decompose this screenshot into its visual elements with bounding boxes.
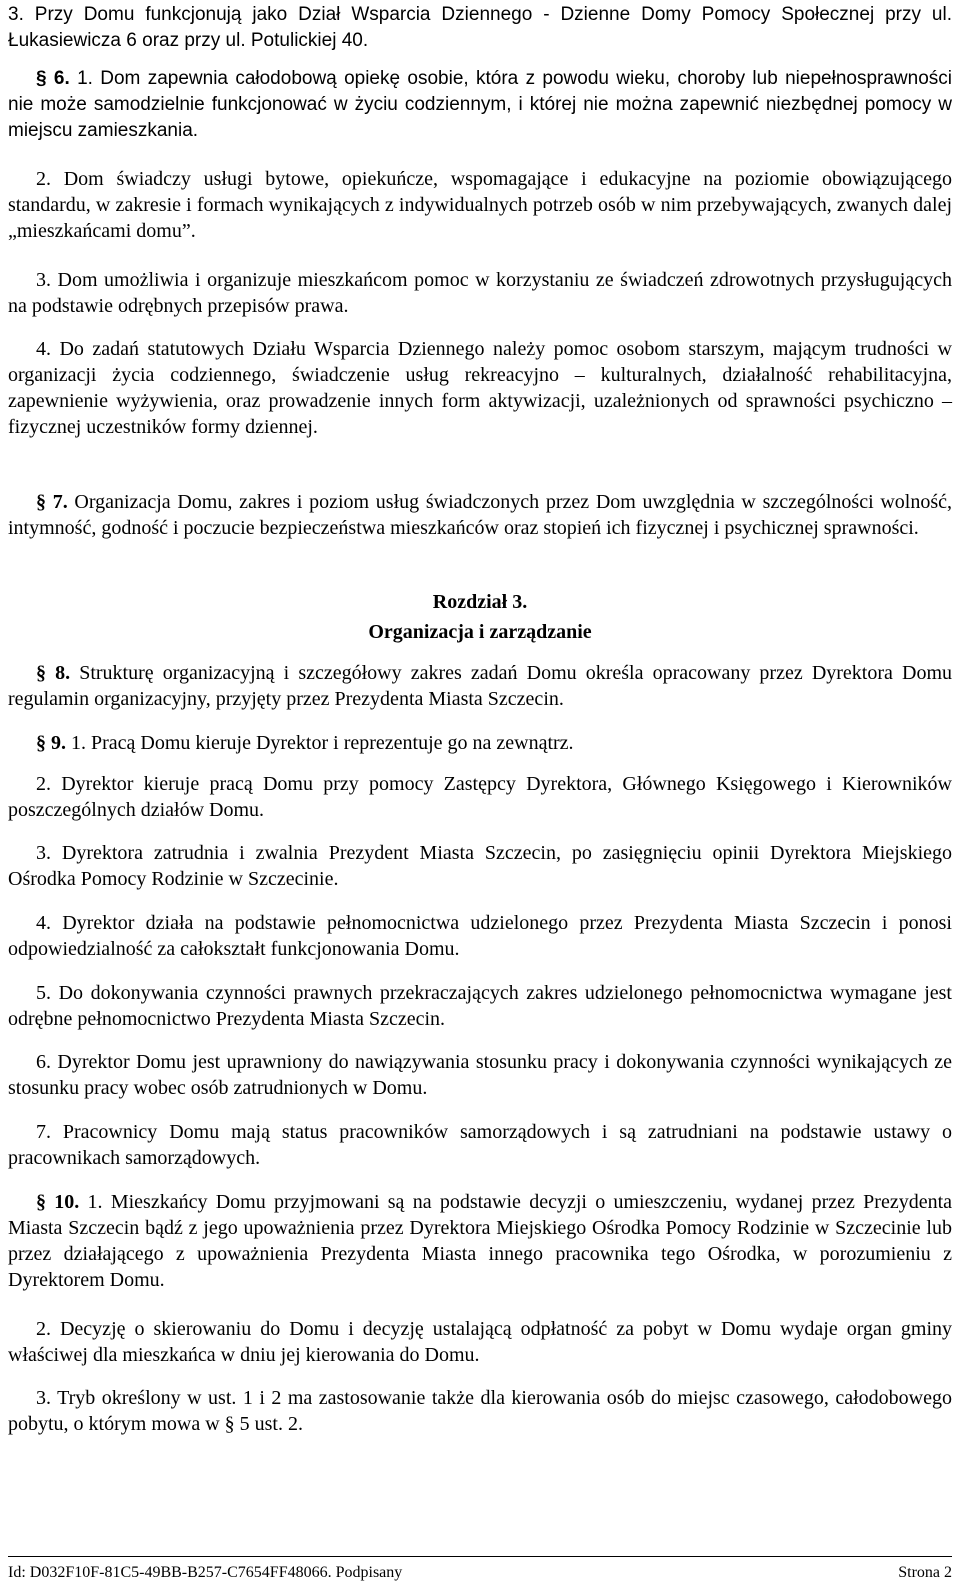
section-10-number: § 10. (36, 1191, 80, 1213)
paragraph-6-2: 2. Dom świadczy usługi bytowe, opiekuńcze, wspomagające i edukacyjne na poziomie obowiązującego standardu, w zakresie i formach wynikających z indywidualnych potrzeb osób w nim przebywających, zwanych dalej „mieszkańcami domu”. (8, 168, 952, 242)
section-9-number: § 9. (36, 732, 66, 754)
paragraph-7 (0, 489, 960, 541)
paragraph-9-3: 3. Dyrektora zatrudnia i zwalnia Prezydent Miasta Szczecin, po zasięgnięciu opinii Dyrektora Miejskiego Ośrodka Pomocy Rodzinie w Szczecinie. (8, 842, 952, 890)
paragraph-6-1 (0, 66, 960, 144)
section-7-number: § 7. (36, 491, 68, 513)
paragraph-9-2: 2. Dyrektor kieruje pracą Domu przy pomocy Zastępcy Dyrektora, Głównego Księgowego i Kierowników poszczególnych działów Domu. (8, 773, 952, 821)
paragraph-9-6: 6. Dyrektor Domu jest uprawniony do nawiązywania stosunku pracy i dokonywania czynności wynikających ze stosunku pracy wobec osób zatrudnionych w Domu. (8, 1051, 952, 1099)
chapter-subtitle: Organizacja i zarządzanie (368, 621, 592, 643)
section-8-text: Strukturę organizacyjną i szczegółowy zakres zadań Domu określa opracowany przez Dyrektora Domu regulamin organizacyjny, przyjęty przez Prezydenta Miasta Szczecin. (8, 662, 953, 710)
paragraph-9-7: 7. Pracownicy Domu mają status pracowników samorządowych i są zatrudniani na podstawie ustawy o pracownikach samorządowych. (8, 1121, 952, 1169)
paragraph-6-3: 3. Dom umożliwia i organizuje mieszkańcom pomoc w korzystaniu ze świadczeń zdrowotnych przysługujących na podstawie odrębnych przepisów prawa. (8, 269, 952, 317)
paragraph-9-5: 5. Do dokonywania czynności prawnych przekraczających zakres udzielonego pełnomocnictwa wymagane jest odrębne pełnomocnictwo Prezydenta Miasta Szczecin. (8, 982, 952, 1030)
paragraph-10-3: 3. Tryb określony w ust. 1 i 2 ma zastosowanie także dla kierowania osób do miejsc czasowego, całodobowego pobytu, o którym mowa w § 5 ust. 2. (8, 1387, 952, 1435)
chapter-title: Rozdział 3. (432, 591, 528, 613)
section-6-1-text: 1. Dom zapewnia całodobową opiekę osobie, która z powodu wieku, choroby lub niepełnosprawności nie może samodzielnie funkcjonować w życiu codziennym, i której nie można zapewnić niezbędnej pomocy w miejscu zamieszkania. (8, 68, 952, 141)
paragraph-10-2: 2. Decyzję o skierowaniu do Domu i decyzję ustalającą odpłatność za pobyt w Domu wydaje organ gminy właściwej dla mieszkańca w dniu jej kierowania do Domu. (8, 1318, 952, 1366)
section-6-number: § 6. (36, 68, 70, 89)
section-10-1-text: 1. Mieszkańcy Domu przyjmowani są na podstawie decyzji o umieszczeniu, wydanej przez Prezydenta Miasta Szczecin bądź z jego upoważnienia przez Dyrektora Miejskiego Ośrodka Pomocy Rodzinie w Szczecinie lub przez działającego z upoważnienia Prezydenta Miasta innego pracownika tego Ośrodka, w porozumieniu z Dyrektorem Domu. (8, 1191, 953, 1291)
paragraph-6-4: 4. Do zadań statutowych Działu Wsparcia Dziennego należy pomoc osobom starszym, mającym trudności w organizacji życia codziennego, świadczenie usług rekreacyjno – kulturalnych, działalność rehabilitacyjna, zapewnienie wyżywienia, oraz prowadzenie innych form aktywizacji, uzależnionych od sprawności psychiczno – fizycznej uczestników formy dziennej. (8, 338, 952, 438)
paragraph-9-1 (0, 730, 960, 756)
footer-document-id: Id: D032F10F-81C5-49BB-B257-C7654FF48066. Podpisany (8, 1564, 403, 1581)
paragraph-10-1 (0, 1189, 960, 1293)
section-9-1-text: 1. Pracą Domu kieruje Dyrektor i reprezentuje go na zewnątrz. (66, 732, 574, 754)
paragraph-8 (0, 660, 960, 712)
footer-divider (8, 1556, 952, 1557)
paragraph-3-intro: 3. Przy Domu funkcjonują jako Dział Wsparcia Dziennego - Dzienne Domy Pomocy Społecznej przy ul. Łukasiewicza 6 oraz przy ul. Potulickiej 40. (8, 4, 952, 51)
section-8-number: § 8. (36, 662, 71, 684)
section-7-text: Organizacja Domu, zakres i poziom usług świadczonych przez Dom uwzględnia w szczególności wolność, intymność, godność i poczucie bezpieczeństwa mieszkańców oraz stopień ich fizycznej i psychicznej sprawności. (8, 491, 953, 539)
paragraph-9-4: 4. Dyrektor działa na podstawie pełnomocnictwa udzielonego przez Prezydenta Miasta Szczecin i ponosi odpowiedzialność za całokształt funkcjonowania Domu. (8, 912, 952, 960)
footer-page-number: Strona 2 (898, 1564, 952, 1581)
